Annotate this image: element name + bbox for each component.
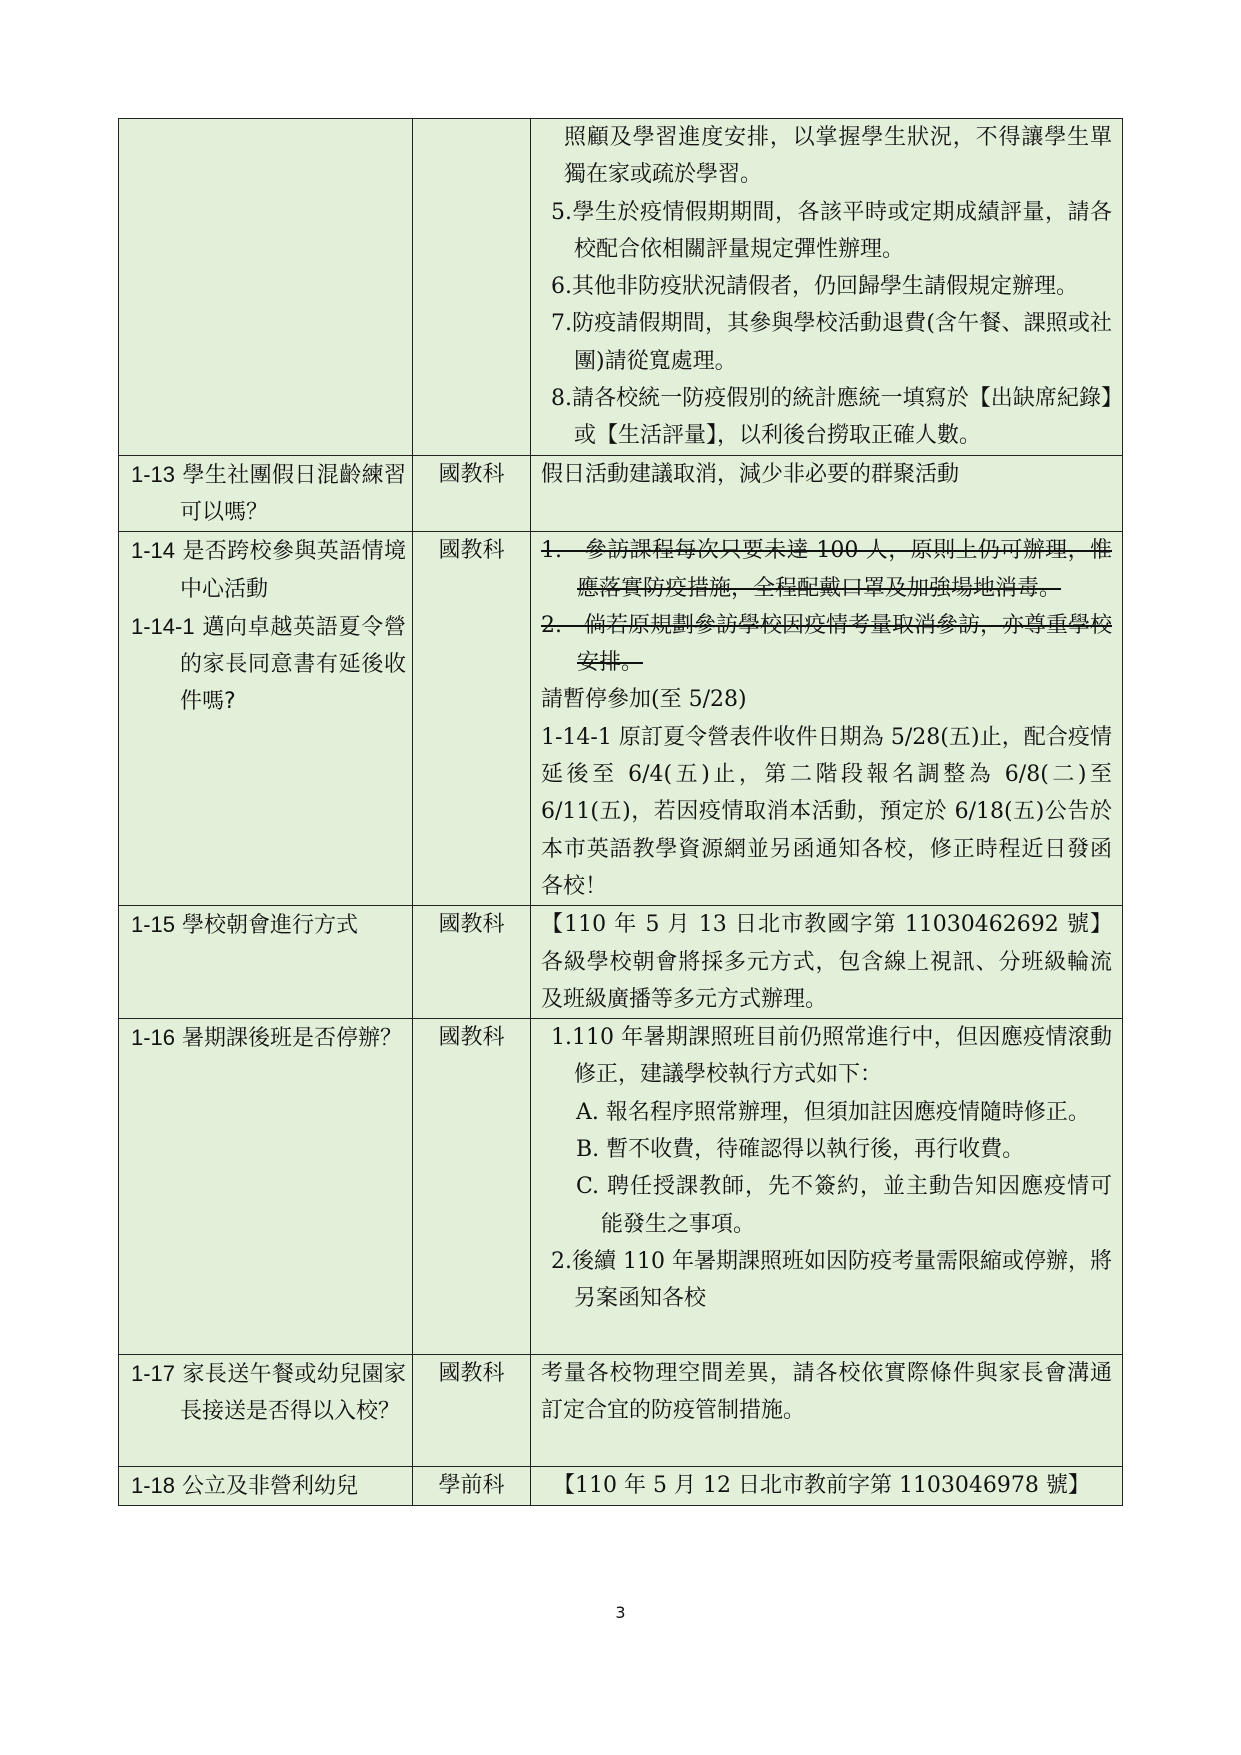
question-number: 1-18 xyxy=(131,1473,176,1499)
question-cell xyxy=(119,119,413,456)
table-row xyxy=(119,1355,1123,1467)
department-cell xyxy=(413,119,531,456)
question-item xyxy=(131,1355,406,1431)
question-item xyxy=(131,608,406,721)
answer-line: 7.防疫請假期間，其參與學校活動退費(含午餐、課照或社團)請從寬處理。 xyxy=(551,311,1112,374)
department-cell: 國教科 xyxy=(413,1355,531,1467)
question-text: 公立及非營利幼兒 xyxy=(182,1474,359,1500)
answer-cell xyxy=(531,1355,1123,1467)
answer-cell xyxy=(531,455,1123,532)
answer-cell xyxy=(531,906,1123,1019)
department-cell: 國教科 xyxy=(413,1019,531,1355)
question-text: 學校朝會進行方式 xyxy=(182,913,359,939)
answer-line: 1-14-1 原訂夏令營表件收件日期為 5/28(五)止，配合疫情延後至 6/4(五)止，第二階段報名調整為 6/8(二)至 6/11(五)，若因疫情取消本活動，預定於 6/18(五)公告於本市英語教學資源網並另函通知各校，修正時程近日發函各校！ xyxy=(541,724,1112,899)
question-cell xyxy=(119,455,413,532)
answer-line: 5.學生於疫情假期期間，各該平時或定期成績評量，請各校配合依相關評量規定彈性辦理。 xyxy=(551,199,1112,262)
question-number: 1-14-1 xyxy=(131,613,195,639)
question-item xyxy=(131,532,406,608)
faq-table xyxy=(118,118,1123,1506)
struck-answer-line: 1. 參訪課程每次只要未達 100 人，原則上仍可辦理，惟應落實防疫措施，全程配戴口罩及加強場地消毒。 xyxy=(541,538,1112,601)
question-text: 邁向卓越英語夏令營的家長同意書有延後收件嗎? xyxy=(180,614,406,715)
question-cell xyxy=(119,532,413,906)
question-cell xyxy=(119,906,413,1019)
question-item xyxy=(131,1019,406,1057)
question-item xyxy=(131,906,406,944)
answer-line: 假日活動建議取消，減少非必要的群聚活動 xyxy=(541,461,960,487)
question-cell xyxy=(119,1467,413,1506)
answer-line: 8.請各校統一防疫假別的統計應統一填寫於【出缺席紀錄】或【生活評量】，以利後台撈取正確人數。 xyxy=(551,386,1112,449)
question-number: 1-14 xyxy=(131,538,176,564)
table-row xyxy=(119,532,1123,906)
question-number: 1-16 xyxy=(131,1025,176,1051)
question-cell xyxy=(119,1019,413,1355)
question-cell xyxy=(119,1355,413,1467)
answer-line: 2.後續 110 年暑期課照班如因防疫考量需限縮或停辦，將另案函知各校 xyxy=(551,1248,1112,1312)
answer-cell xyxy=(531,119,1123,456)
answer-cell xyxy=(531,532,1123,906)
department-cell: 學前科 xyxy=(413,1467,531,1506)
question-number: 1-15 xyxy=(131,912,176,938)
answer-subitem: B. 暫不收費，待確認得以執行後，再行收費。 xyxy=(576,1137,1025,1163)
department-cell: 國教科 xyxy=(413,532,531,906)
answer-line: 考量各校物理空間差異，請各校依實際條件與家長會溝通訂定合宜的防疫管制措施。 xyxy=(541,1361,1112,1424)
answer-line: 【110 年 5 月 12 日北市教前字第 1103046978 號】 xyxy=(553,1473,1090,1499)
page-number: 3 xyxy=(615,1603,626,1622)
answer-cell xyxy=(531,1019,1123,1355)
question-item xyxy=(131,456,406,532)
table-row xyxy=(119,119,1123,456)
question-text: 暑期課後班是否停辦？ xyxy=(182,1026,403,1052)
table-row xyxy=(119,906,1123,1019)
department-cell: 國教科 xyxy=(413,455,531,532)
department-cell: 國教科 xyxy=(413,906,531,1019)
question-text: 家長送午餐或幼兒園家長接送是否得以入校？ xyxy=(180,1362,406,1425)
struck-answer-line: 2. 倘若原規劃參訪學校因疫情考量取消參訪，亦尊重學校安排。 xyxy=(541,612,1112,676)
question-text: 是否跨校參與英語情境中心活動 xyxy=(180,539,406,602)
table-row xyxy=(119,1467,1123,1506)
answer-subitem: A. 報名程序照常辦理，但須加註因應疫情隨時修正。 xyxy=(576,1099,1090,1125)
answer-line: 1.110 年暑期課照班目前仍照常進行中，但因應疫情滾動修正，建議學校執行方式如下： xyxy=(551,1025,1112,1088)
question-number: 1-17 xyxy=(131,1361,176,1387)
answer-subitem: C. 聘任授課教師，先不簽約，並主動告知因應疫情可能發生之事項。 xyxy=(576,1174,1112,1237)
question-number: 1-13 xyxy=(131,461,176,487)
question-item xyxy=(131,1467,406,1505)
table-row xyxy=(119,1019,1123,1355)
answer-line: 6.其他非防疫狀況請假者，仍回歸學生請假規定辦理。 xyxy=(551,274,1078,300)
answer-line: 照顧及學習進度安排，以掌握學生狀況，不得讓學生單獨在家或疏於學習。 xyxy=(564,125,1112,188)
answer-line: 【110 年 5 月 13 日北市教國字第 11030462692 號】各級學校朝會將採多元方式，包含線上視訊、分班級輪流及班級廣播等多元方式辦理。 xyxy=(541,912,1112,1012)
answer-cell xyxy=(531,1467,1123,1506)
answer-line: 請暫停參加(至 5/28) xyxy=(541,687,747,713)
table-row xyxy=(119,455,1123,532)
question-text: 學生社團假日混齡練習可以嗎？ xyxy=(180,462,406,525)
